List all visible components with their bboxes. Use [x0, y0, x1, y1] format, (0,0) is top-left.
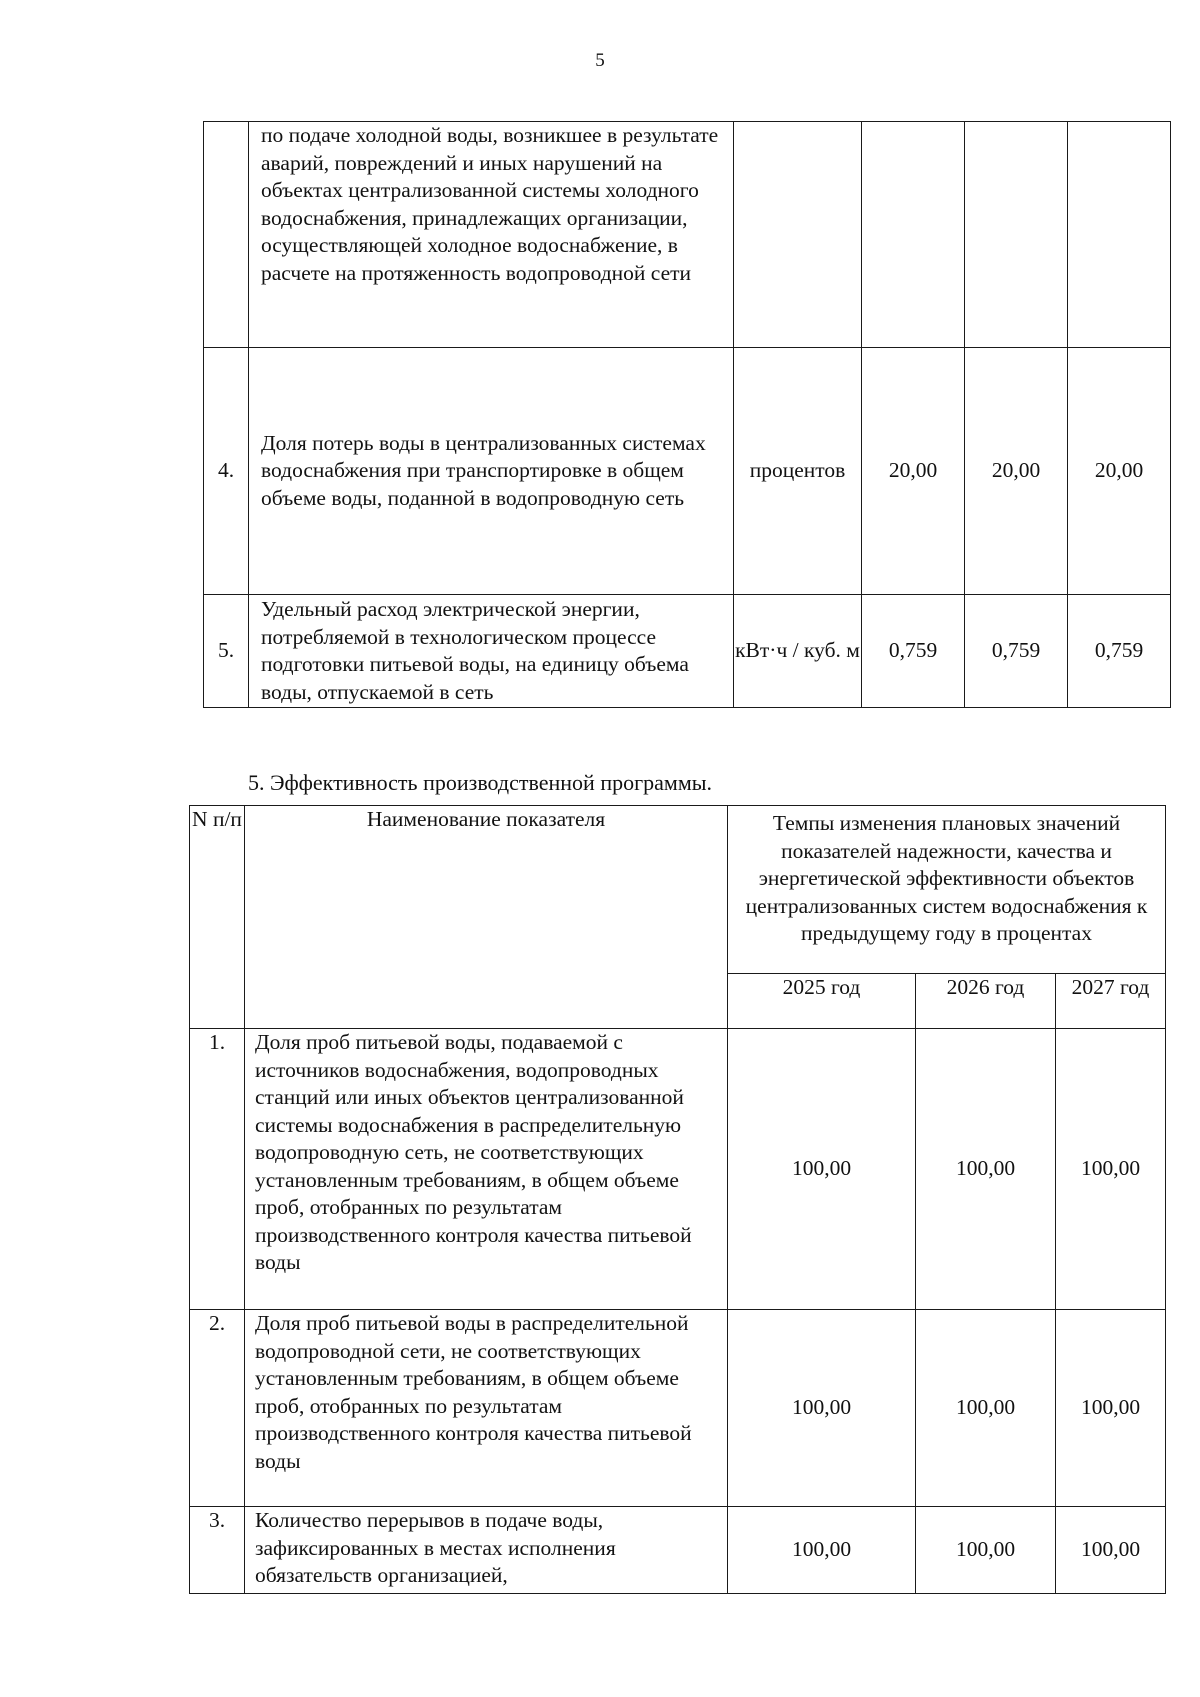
- value-2025: 100,00: [728, 1507, 916, 1594]
- row-number: [204, 122, 249, 348]
- value-2027: 100,00: [1056, 1310, 1166, 1507]
- value-year-3: [1068, 122, 1171, 348]
- section-title: 5. Эффективность производственной программы.: [248, 770, 713, 795]
- value-year-3: 20,00: [1068, 348, 1171, 595]
- indicator-name: Доля проб питьевой воды, подаваемой с источников водоснабжения, водопроводных станций или иных объектов централизованной системы водоснабжения в распределительную водопроводную сеть, не соответствующих установленным требованиям, в общем объеме проб, отобранных по результатам производственного контроля качества питьевой воды: [245, 1029, 728, 1310]
- value-2026: 100,00: [916, 1507, 1056, 1594]
- value-2026: 100,00: [916, 1310, 1056, 1507]
- value-year-2: 20,00: [965, 348, 1068, 595]
- table-row: [190, 1029, 1166, 1310]
- table-row: [190, 1310, 1166, 1507]
- header-row: [190, 806, 1166, 974]
- header-year-2025: 2025 год: [728, 974, 916, 1029]
- value-year-2: 0,759: [965, 595, 1068, 708]
- row-number: 5.: [204, 595, 249, 708]
- value-2025: 100,00: [728, 1029, 916, 1310]
- value-2026: 100,00: [916, 1029, 1056, 1310]
- table-row: [204, 348, 1171, 595]
- table-row: [190, 1507, 1166, 1594]
- header-year-2026: 2026 год: [916, 974, 1056, 1029]
- indicator-name: Количество перерывов в подаче воды, зафиксированных в местах исполнения обязательств организацией,: [245, 1507, 728, 1594]
- row-number: 1.: [190, 1029, 245, 1310]
- unit: процентов: [734, 348, 862, 595]
- value-year-1: 0,759: [862, 595, 965, 708]
- value-year-1: 20,00: [862, 348, 965, 595]
- indicator-name: Доля проб питьевой воды в распределительной водопроводной сети, не соответствующих установленным требованиям, в общем объеме проб, отобранных по результатам производственного контроля качества питьевой воды: [245, 1310, 728, 1507]
- table-row: [204, 595, 1171, 708]
- row-number: 3.: [190, 1507, 245, 1594]
- indicator-name: по подаче холодной воды, возникшее в результате аварий, повреждений и иных нарушений на объектах централизованной системы холодного водоснабжения, принадлежащих организации, осуществляющей холодное водоснабжение, в расчете на протяженность водопроводной сети: [249, 122, 734, 348]
- value-2025: 100,00: [728, 1310, 916, 1507]
- header-num: N п/п: [190, 806, 245, 1029]
- value-year-2: [965, 122, 1068, 348]
- indicator-name: Удельный расход электрической энергии, потребляемой в технологическом процессе подготовки питьевой воды, на единицу объема воды, отпускаемой в сеть: [249, 595, 734, 708]
- value-year-3: 0,759: [1068, 595, 1171, 708]
- table-row: [204, 122, 1171, 348]
- row-number: 2.: [190, 1310, 245, 1507]
- value-2027: 100,00: [1056, 1507, 1166, 1594]
- indicator-name: Доля потерь воды в централизованных системах водоснабжения при транспортировке в общем объеме воды, поданной в водопроводную сеть: [249, 348, 734, 595]
- unit: кВт·ч / куб. м: [734, 595, 862, 708]
- header-year-2027: 2027 год: [1056, 974, 1166, 1029]
- header-name: Наименование показателя: [245, 806, 728, 1029]
- page-number: 5: [595, 50, 605, 71]
- unit: [734, 122, 862, 348]
- efficiency-table: [189, 805, 1166, 1594]
- value-year-1: [862, 122, 965, 348]
- value-2027: 100,00: [1056, 1029, 1166, 1310]
- header-group: Темпы изменения плановых значений показателей надежности, качества и энергетической эффективности объектов централизованных систем водоснабжения к предыдущему году в процентах: [728, 806, 1166, 974]
- row-number: 4.: [204, 348, 249, 595]
- indicators-table-continued: [203, 121, 1171, 708]
